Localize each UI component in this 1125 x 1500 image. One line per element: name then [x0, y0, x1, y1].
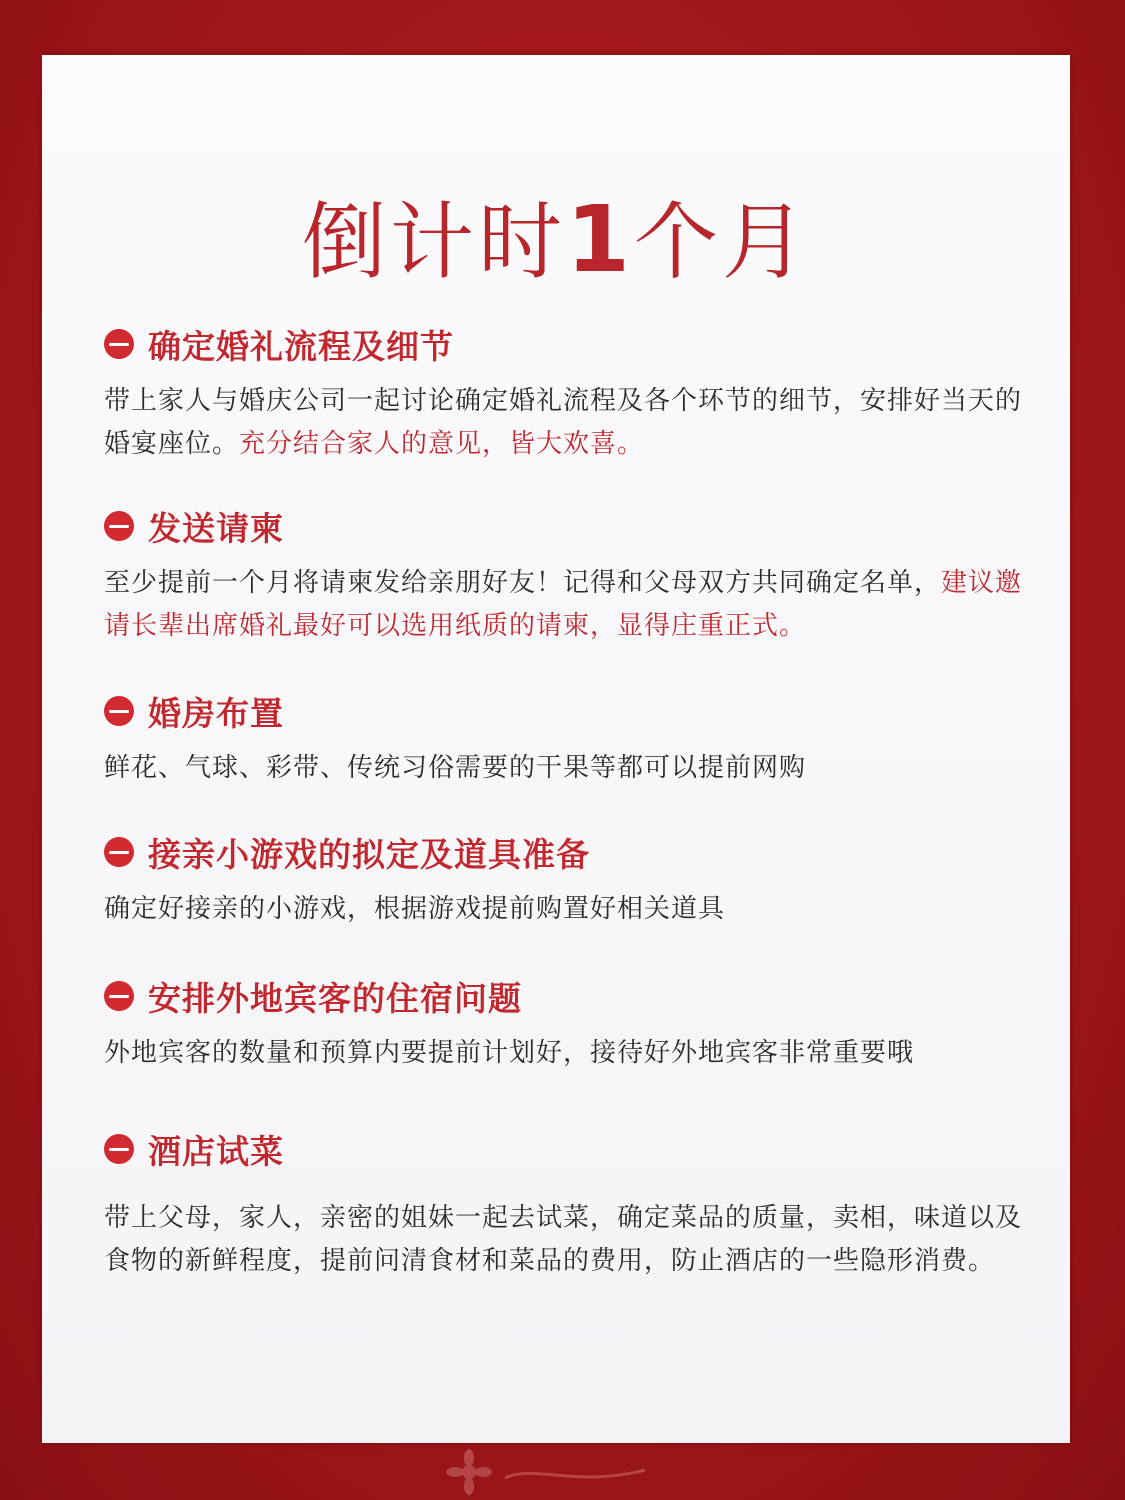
section-invitations — [104, 502, 1024, 648]
title-number: 1 — [565, 186, 634, 293]
section-body — [104, 888, 1024, 931]
section-heading — [104, 687, 1024, 735]
bullet-icon — [104, 696, 134, 726]
section-body — [104, 380, 1024, 466]
bullet-icon — [104, 837, 134, 867]
section-heading — [104, 320, 1024, 368]
section-heading-text: 接亲小游戏的拟定及道具准备 — [148, 834, 590, 874]
bullet-icon — [104, 1134, 134, 1164]
bullet-icon — [104, 981, 134, 1011]
section-heading-text: 确定婚礼流程及细节 — [148, 326, 454, 366]
section-heading-text: 发送请柬 — [148, 508, 284, 548]
section-body-text: 带上父母，家人，亲密的姐妹一起去试菜，确定菜品的质量，卖相，味道以及食物的新鲜程度，提前问清食材和菜品的费用，防止酒店的一些隐形消费。 — [104, 1203, 1023, 1276]
section-body — [104, 1197, 1024, 1283]
section-body — [104, 747, 1024, 790]
title-prefix: 倒计时 — [301, 193, 566, 291]
section-heading-text: 婚房布置 — [148, 693, 284, 733]
section-heading — [104, 828, 1024, 876]
page-title — [42, 186, 1070, 293]
section-body-text: 至少提前一个月将请柬发给亲朋好友！记得和父母双方共同确定名单， — [104, 568, 942, 598]
section-menu-tasting — [104, 1125, 1024, 1283]
flower-logo-icon — [445, 1448, 665, 1496]
section-room-decoration — [104, 687, 1024, 790]
section-body — [104, 562, 1024, 648]
bullet-icon — [104, 329, 134, 359]
section-heading-text: 安排外地宾客的住宿问题 — [148, 978, 522, 1018]
section-heading-text: 酒店试菜 — [148, 1131, 284, 1171]
title-suffix: 个月 — [634, 193, 811, 291]
section-highlight-text: 充分结合家人的意见，皆大欢喜。 — [239, 429, 645, 459]
section-body — [104, 1032, 1024, 1075]
section-heading — [104, 1125, 1024, 1173]
section-heading — [104, 502, 1024, 550]
section-pickup-games — [104, 828, 1024, 931]
section-body-text: 带上家人与婚庆公司一起讨论确定婚礼流程及各个环节的细节，安排好当天的婚宴座位。 — [104, 386, 1023, 459]
content-card — [42, 55, 1070, 1443]
section-body-text: 确定好接亲的小游戏，根据游戏提前购置好相关道具 — [104, 894, 726, 924]
bullet-icon — [104, 511, 134, 541]
section-heading — [104, 972, 1024, 1020]
section-body-text: 外地宾客的数量和预算内要提前计划好，接待好外地宾客非常重要哦 — [104, 1038, 915, 1068]
section-body-text: 鲜花、气球、彩带、传统习俗需要的干果等都可以提前网购 — [104, 753, 807, 783]
section-highlight-text: 建议邀请长辈出席婚礼最好可以选用纸质的请柬，显得庄重正式。 — [104, 568, 1023, 641]
section-wedding-process — [104, 320, 1024, 466]
section-guest-lodging — [104, 972, 1024, 1075]
